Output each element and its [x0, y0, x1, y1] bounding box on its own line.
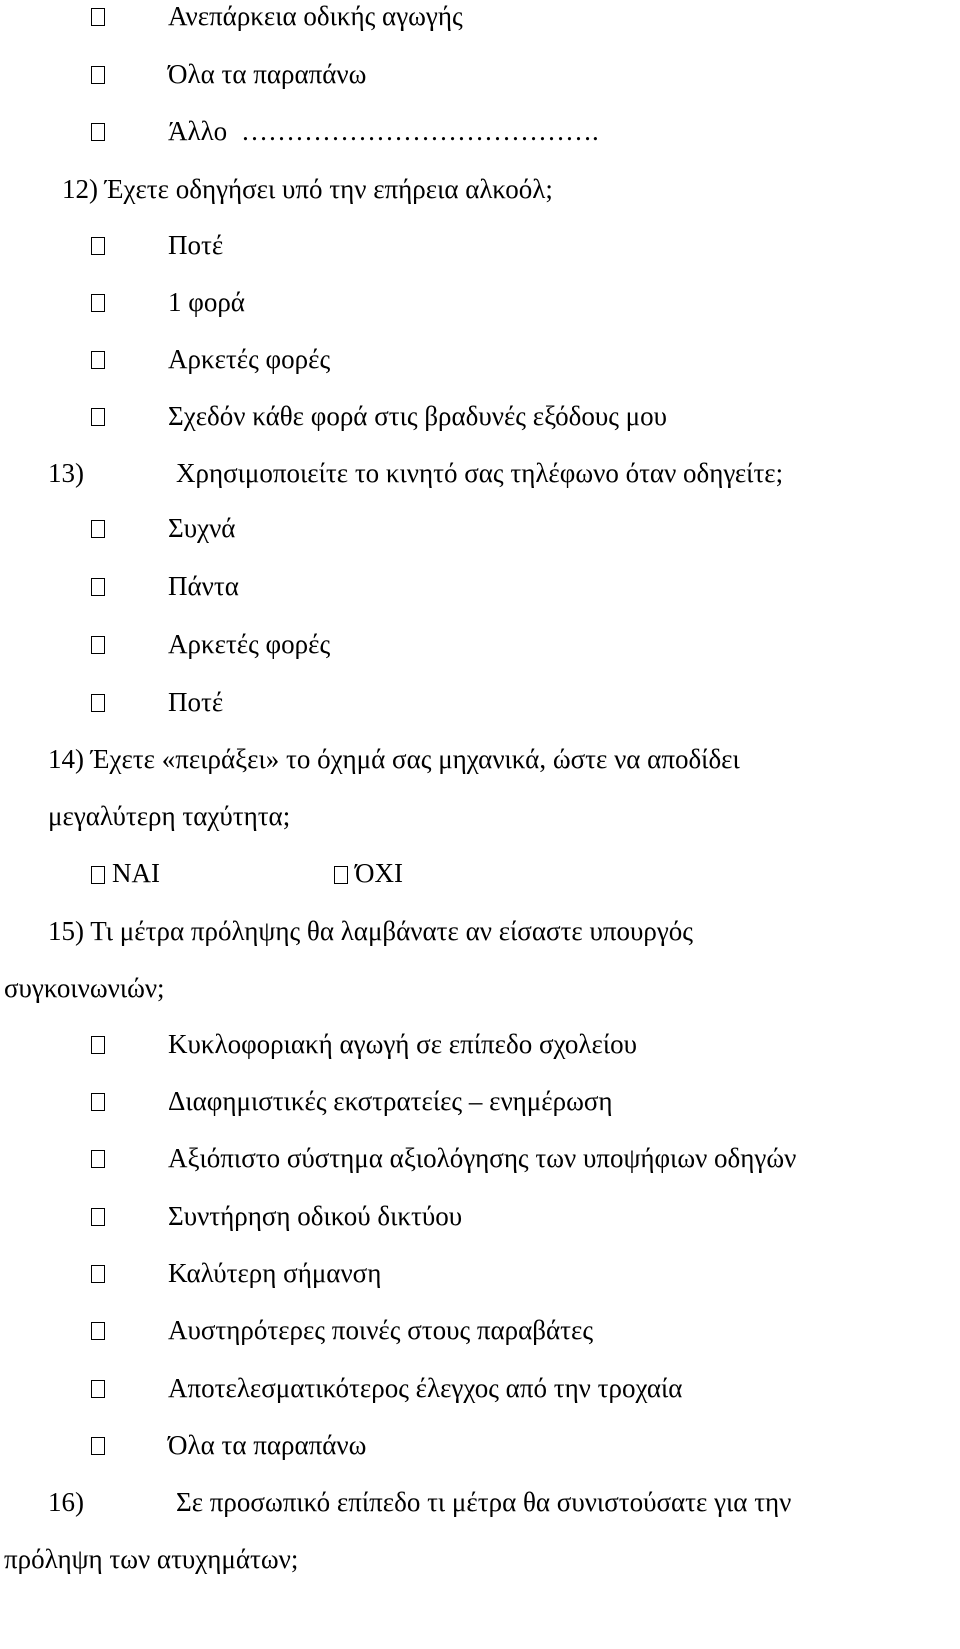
checkbox-q11-option-1[interactable] [91, 8, 105, 26]
q14-question-line-1: 14) Έχετε «πειράξει» το όχημά σας μηχανικά, ώστε να αποδίδει [48, 744, 740, 774]
checkbox-q15-option-8[interactable] [91, 1437, 105, 1455]
q13-option-2-label: Πάντα [168, 571, 239, 601]
q15-option-4-label: Συντήρηση οδικού δικτύου [168, 1201, 463, 1231]
q15-option-8-label: Όλα τα παραπάνω [168, 1430, 367, 1460]
checkbox-q13-option-3[interactable] [91, 636, 105, 654]
checkbox-q15-option-3[interactable] [91, 1150, 105, 1168]
checkbox-q12-option-1[interactable] [91, 237, 105, 255]
q15-option-7-label: Αποτελεσματικότερος έλεγχος από την τροχαία [168, 1373, 683, 1403]
checkbox-q15-option-7[interactable] [91, 1380, 105, 1398]
checkbox-q13-option-4[interactable] [91, 694, 105, 712]
q11-option-2-label: Όλα τα παραπάνω [168, 59, 367, 89]
q14-question-line-2: μεγαλύτερη ταχύτητα; [48, 801, 291, 831]
checkbox-q12-option-3[interactable] [91, 351, 105, 369]
q15-question-line-2: συγκοινωνιών; [4, 973, 165, 1003]
q12-option-3-label: Αρκετές φορές [168, 344, 331, 374]
q15-option-6-label: Αυστηρότερες ποινές στους παραβάτες [168, 1315, 594, 1345]
checkbox-q11-option-2[interactable] [91, 66, 105, 84]
q11-option-3-label: Άλλο [168, 116, 228, 146]
checkbox-q15-option-5[interactable] [91, 1265, 105, 1283]
q12-option-1-label: Ποτέ [168, 230, 224, 260]
checkbox-q12-option-4[interactable] [91, 408, 105, 426]
checkbox-q12-option-2[interactable] [91, 294, 105, 312]
q15-option-5-label: Καλύτερη σήμανση [168, 1258, 382, 1288]
checkbox-q13-option-1[interactable] [91, 520, 105, 538]
q12-option-2-label: 1 φορά [168, 287, 245, 317]
q14-no-label: ΌΧΙ [355, 858, 403, 888]
checkbox-q13-option-2[interactable] [91, 578, 105, 596]
q13-number: 13) [48, 458, 84, 488]
q16-question-line-1: Σε προσωπικό επίπεδο τι μέτρα θα συνιστούσατε για την [176, 1487, 792, 1517]
checkbox-q14-no[interactable] [334, 866, 348, 884]
checkbox-q14-yes[interactable] [91, 866, 105, 884]
checkbox-q15-option-6[interactable] [91, 1322, 105, 1340]
checkbox-q11-option-3[interactable] [91, 123, 105, 141]
q16-number: 16) [48, 1487, 84, 1517]
q15-question-line-1: 15) Τι μέτρα πρόληψης θα λαμβάνατε αν είσαστε υπουργός [48, 916, 693, 946]
checkbox-q15-option-1[interactable] [91, 1036, 105, 1054]
q12-question: 12) Έχετε οδηγήσει υπό την επήρεια αλκοόλ; [62, 174, 553, 204]
q11-option-1-label: Ανεπάρκεια οδικής αγωγής [168, 1, 463, 31]
checkbox-q15-option-2[interactable] [91, 1093, 105, 1111]
q13-option-3-label: Αρκετές φορές [168, 629, 331, 659]
q13-option-4-label: Ποτέ [168, 687, 224, 717]
q14-yes-label: ΝΑΙ [112, 858, 160, 888]
q16-question-line-2: πρόληψη των ατυχημάτων; [4, 1544, 299, 1574]
q15-option-3-label: Αξιόπιστο σύστημα αξιολόγησης των υποψήφιων οδηγών [168, 1143, 797, 1173]
checkbox-q15-option-4[interactable] [91, 1208, 105, 1226]
q11-other-dots: …………………………………. [241, 116, 599, 146]
q12-option-4-label: Σχεδόν κάθε φορά στις βραδυνές εξόδους μου [168, 401, 667, 431]
q15-option-1-label: Κυκλοφοριακή αγωγή σε επίπεδο σχολείου [168, 1029, 637, 1059]
q15-option-2-label: Διαφημιστικές εκστρατείες – ενημέρωση [168, 1086, 613, 1116]
q13-option-1-label: Συχνά [168, 513, 236, 543]
q13-question: Χρησιμοποιείτε το κινητό σας τηλέφωνο όταν οδηγείτε; [176, 458, 784, 488]
